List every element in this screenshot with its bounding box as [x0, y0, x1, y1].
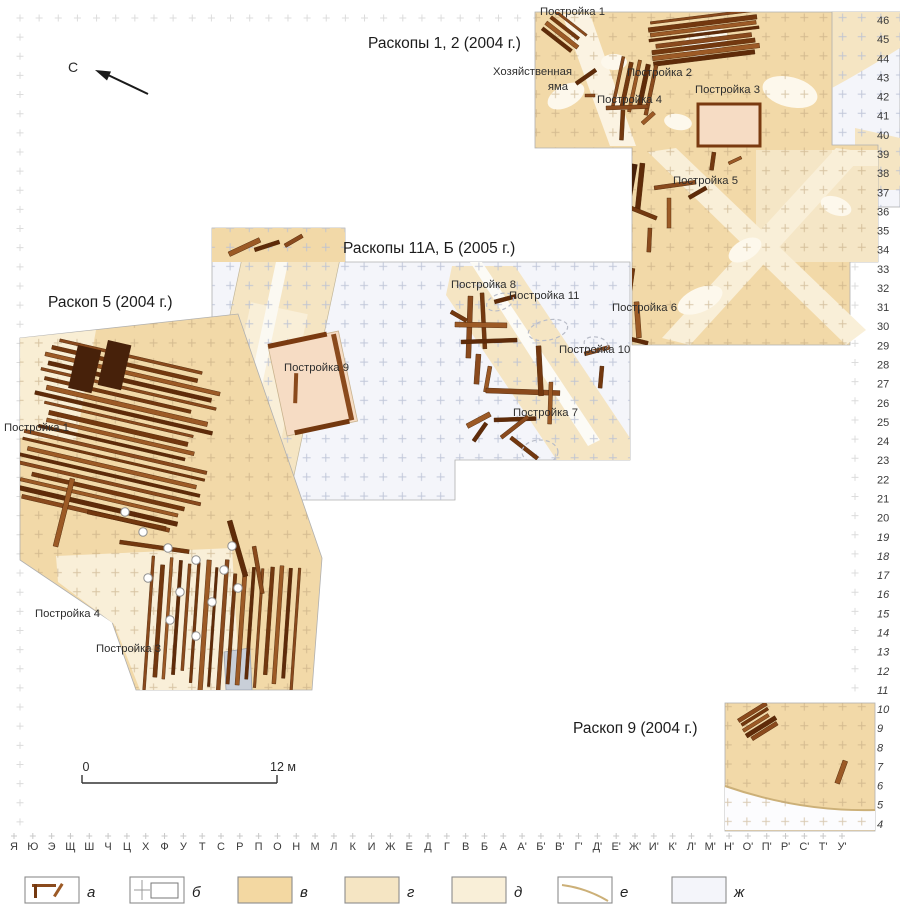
- grid-col-label: Р: [236, 841, 244, 853]
- grid-row-label: 33: [877, 263, 890, 276]
- grid-col-label: П: [254, 841, 263, 853]
- grid-col-label: Д: [424, 841, 432, 853]
- building-label: Постройка 4: [597, 94, 662, 106]
- legend-item: [130, 877, 201, 903]
- grid-col-label: А: [499, 841, 507, 853]
- grid-row-label: 35: [877, 225, 890, 238]
- grid-row-label: 19: [877, 531, 890, 544]
- grid-col-label: Ж: [385, 841, 396, 853]
- grid-col-label: И: [367, 841, 376, 853]
- grid-col-label: Э: [47, 841, 56, 853]
- scale-label-end: 12 м: [270, 760, 296, 774]
- grid-row-label: 12: [877, 665, 890, 678]
- grid-col-label: Ж': [628, 841, 642, 853]
- grid-row-label: 15: [877, 608, 890, 621]
- excavation-title: Раскопы 1, 2 (2004 г.): [368, 35, 521, 52]
- grid-col-label: Б': [536, 841, 546, 853]
- grid-row-label: 43: [877, 72, 890, 85]
- grid-row-label: 29: [877, 340, 890, 353]
- legend-log: [34, 884, 37, 898]
- excavation-area-raskop-9: [725, 701, 875, 831]
- scale-label-zero: 0: [82, 760, 90, 774]
- grid-col-label: Ю: [27, 841, 39, 853]
- building-label: Постройка 4: [35, 608, 100, 620]
- grid-col-label: А': [517, 841, 527, 853]
- grid-row-label: 46: [877, 15, 890, 27]
- building-label: Хозяйственная: [492, 66, 572, 78]
- north-arrow: [68, 59, 148, 94]
- north-arrow-head: [95, 70, 111, 81]
- grid-col-label: Я: [10, 841, 18, 853]
- grid-col-label: Г': [574, 841, 583, 853]
- grid-row-label: 4: [877, 818, 884, 831]
- grid-col-label: С': [799, 841, 810, 853]
- posthole: [228, 542, 236, 550]
- building-label: Постройка 1: [540, 6, 605, 18]
- grid-col-label: И': [648, 841, 659, 853]
- log: [455, 322, 507, 328]
- grid-row-label: 17: [877, 570, 890, 583]
- excavation-title: Раскоп 5 (2004 г.): [48, 294, 173, 311]
- grid-col-label: С: [217, 841, 225, 853]
- legend-swatch: [345, 877, 399, 903]
- grid-col-label: Б: [480, 841, 489, 853]
- grid-row-label: 25: [877, 416, 890, 429]
- building-label: Постройка 7: [513, 407, 578, 419]
- grid-col-label: В': [555, 841, 565, 853]
- grid-col-label: У': [837, 841, 847, 853]
- grid-row-label: 41: [877, 110, 890, 123]
- legend-item: [238, 877, 308, 903]
- grid-row-label: 10: [877, 704, 890, 717]
- posthole: [166, 616, 174, 624]
- grid-col-label: Н: [292, 841, 301, 853]
- log: [585, 94, 595, 97]
- grid-row-label: 27: [877, 378, 890, 391]
- log: [667, 198, 671, 228]
- grid-row-label: 8: [877, 742, 884, 755]
- grid-col-label: К': [668, 841, 677, 853]
- building-label: Постройка 1: [4, 422, 69, 434]
- posthole: [208, 598, 216, 606]
- posthole: [121, 508, 129, 516]
- grid-col-label: Щ: [65, 841, 76, 853]
- grid-row-label: 7: [877, 761, 884, 774]
- building-label: Постройка 6: [612, 302, 677, 314]
- legend-key-label: е: [620, 884, 629, 901]
- legend-swatch: [672, 877, 726, 903]
- grid-row-label: 14: [877, 627, 890, 640]
- grid-row-label: 22: [877, 474, 890, 487]
- grid-row-label: 34: [877, 244, 890, 257]
- excavation-title: Раскоп 9 (2004 г.): [573, 720, 698, 737]
- north-label: С: [68, 59, 79, 75]
- grid-row-label: 40: [877, 129, 890, 142]
- building-label: Постройка 3: [695, 84, 760, 96]
- grid-row-label: 5: [877, 799, 884, 812]
- posthole: [139, 528, 147, 536]
- building-label: яма: [547, 81, 568, 93]
- building-label: Постройка 5: [673, 175, 738, 187]
- legend-key-label: в: [300, 884, 308, 901]
- col-ticks: [11, 833, 845, 839]
- grid-col-label: Ц: [122, 841, 131, 853]
- legend-item: [25, 877, 95, 903]
- grid-row-label: 6: [877, 780, 884, 793]
- grid-col-label: В: [461, 841, 470, 853]
- grid-col-label: Ч: [104, 841, 112, 853]
- grid-col-label: Н': [724, 841, 735, 853]
- legend-square: [151, 883, 178, 898]
- grid-row-label: 32: [877, 282, 890, 295]
- grid-col-label: О: [273, 841, 282, 853]
- scale-bar: [82, 760, 296, 783]
- grid-row-label: 44: [877, 53, 890, 66]
- posthole: [192, 632, 200, 640]
- grid-row-label: 38: [877, 168, 890, 181]
- building-label: Постройка 8: [451, 279, 516, 291]
- legend-item: [672, 877, 745, 903]
- legend-item: [345, 877, 415, 903]
- posthole: [144, 574, 152, 582]
- grid-col-label: Ш: [84, 841, 95, 853]
- grid-col-label: Е': [611, 841, 621, 853]
- grid-row-label: 9: [877, 723, 884, 736]
- building-label: Постройка 3: [96, 643, 161, 655]
- grid-row-label: 42: [877, 91, 890, 104]
- grid-row-label: 31: [877, 302, 890, 315]
- grid-row-label: 37: [877, 187, 890, 200]
- grid-row-label: 13: [877, 646, 890, 659]
- grid-row-labels: [877, 15, 890, 831]
- grid-col-label: У: [179, 841, 187, 853]
- legend-key-label: г: [407, 884, 415, 901]
- grid-row-label: 39: [877, 148, 890, 161]
- grid-row-label: 23: [877, 455, 890, 468]
- legend: [25, 877, 745, 903]
- grid-col-labels: [10, 833, 847, 853]
- grid-col-label: О': [742, 841, 754, 853]
- posthole: [192, 556, 200, 564]
- posthole: [234, 584, 242, 592]
- posthole: [164, 544, 172, 552]
- posthole: [220, 566, 228, 574]
- grid-col-label: Л: [330, 841, 338, 853]
- legend-key-label: б: [192, 884, 201, 901]
- grid-col-label: К: [349, 841, 356, 853]
- legend-key-label: д: [514, 884, 523, 901]
- grid-col-label: М': [704, 841, 716, 853]
- grid-col-label: Х: [142, 841, 150, 853]
- grid-col-label: М: [310, 841, 320, 853]
- legend-item: [452, 877, 522, 903]
- grid-col-label: П': [761, 841, 772, 853]
- grid-col-label: Г: [443, 841, 450, 853]
- grid-col-label: Д': [592, 841, 603, 853]
- grid-row-label: 11: [877, 684, 889, 697]
- excavation-title: Раскопы 11А, Б (2005 г.): [343, 240, 516, 257]
- grid-row-label: 18: [877, 550, 890, 563]
- legend-item: [558, 877, 628, 903]
- grid-row-label: 28: [877, 359, 890, 372]
- grid-row-label: 36: [877, 206, 890, 219]
- grid-row-label: 20: [877, 512, 890, 525]
- posthole: [176, 588, 184, 596]
- grid-row-label: 26: [877, 397, 890, 410]
- grid-row-label: 45: [877, 34, 890, 47]
- grid-col-label: Т': [818, 841, 828, 853]
- grid-row-label: 16: [877, 589, 890, 602]
- legend-swatch: [238, 877, 292, 903]
- building-label: Постройка 10: [559, 344, 631, 356]
- legend-swatch: [25, 877, 79, 903]
- building-label: Постройка 11: [509, 290, 580, 302]
- grid-col-label: Е: [405, 841, 413, 853]
- building-label: Постройка 9: [284, 362, 349, 374]
- legend-swatch: [452, 877, 506, 903]
- grid-col-label: Р': [780, 841, 791, 853]
- building-3-outline: [698, 104, 760, 146]
- grid-col-label: Т: [198, 841, 206, 853]
- grid-col-label: Ф: [160, 841, 169, 853]
- legend-key-label: ж: [734, 884, 745, 901]
- grid-col-label: Л': [686, 841, 697, 853]
- grid-row-label: 24: [877, 436, 890, 449]
- grid-row-label: 30: [877, 321, 890, 334]
- building-label: Постройка 2: [627, 67, 692, 79]
- grid-row-label: 21: [877, 493, 890, 506]
- legend-key-label: а: [87, 884, 96, 901]
